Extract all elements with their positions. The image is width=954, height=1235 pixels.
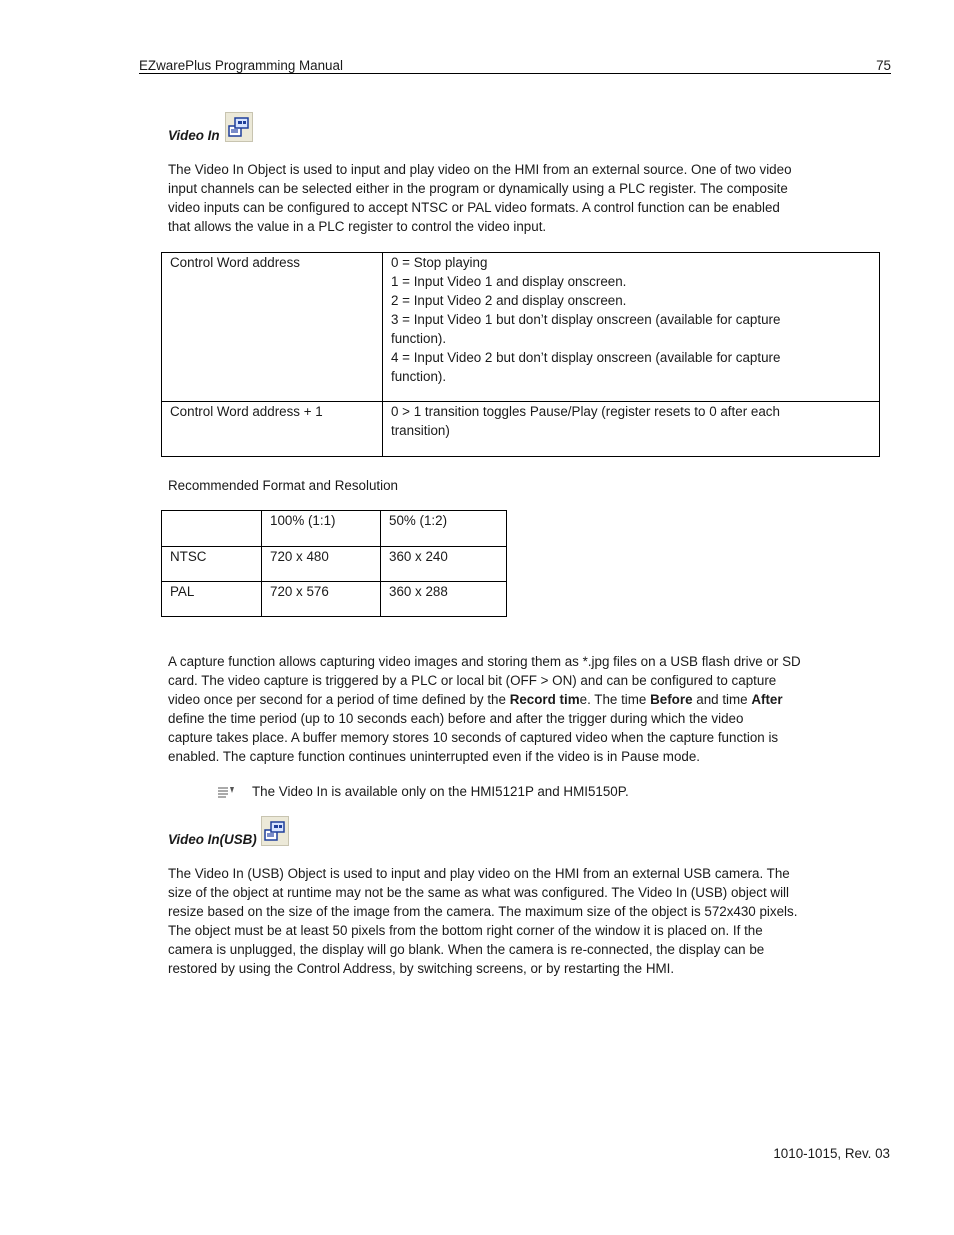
note-icon (216, 785, 236, 799)
table-row (162, 253, 880, 402)
table-cell: 720 x 576 (262, 582, 381, 617)
capture-bold-after: After (751, 692, 783, 707)
table-cell-label: Control Word address (162, 253, 383, 402)
intro-paragraph: The Video In Object is used to input and play video on the HMI from an external source. One of two video input channels can be selected either in the program or dynamically using a PLC register. The composite video inputs can be configured to accept NTSC or PAL video formats. A control function can be enabled that allows the value in a PLC register to control the video input. (168, 162, 792, 234)
table-cell: 720 x 480 (262, 547, 381, 582)
section-heading-video-in: Video In (168, 128, 220, 143)
table-header-cell: 50% (1:2) (381, 511, 507, 547)
usb-paragraph: The Video In (USB) Object is used to input and play video on the HMI from an external USB camera. The size of the object at runtime may not be the same as what was configured. The Video In (USB) object will resize based on the size of the image from the camera. The maximum size of the object is 572x430 pixels. The object must be at least 50 pixels from the bottom right corner of the window it is placed on. If the camera is unplugged, the display will go blank. When the camera is re-connected, the display can be restored by using the Control Address, by switching screens, or by restarting the HMI. (168, 866, 798, 976)
table-row (162, 582, 507, 617)
capture-paragraph (168, 652, 848, 766)
table-cell-label: Control Word address + 1 (162, 402, 383, 457)
capture-bold-record-time: Record tim (509, 692, 580, 707)
footer-doc-number: 1010-1015, Rev. 03 (773, 1146, 890, 1161)
table-cell: 360 x 240 (381, 547, 507, 582)
note-text: The Video In is available only on the HMI5121P and HMI5150P. (252, 784, 629, 799)
table-header-cell (162, 511, 262, 547)
table-cell-value: 0 = Stop playing 1 = Input Video 1 and display onscreen. 2 = Input Video 2 and display onscreen. 3 = Input Video 1 but don’t display onscreen (available for capture function). 4 = Input Video 2 but don’t display onscreen (available for capture function). (383, 253, 880, 402)
page-number: 75 (876, 58, 891, 73)
table-cell: 360 x 288 (381, 582, 507, 617)
capture-text-1: A capture function allows capturing video images and storing them as *.jpg files on a USB flash drive or SD card. The video capture is triggered by a PLC or local bit (OFF > ON) and can be configured to capture video once per second for a period of time defined by the (168, 654, 801, 707)
capture-bold-before: Before (650, 692, 693, 707)
section-heading-video-in-usb: Video In(USB) (168, 832, 257, 847)
table-row (162, 547, 507, 582)
table-cell-value: 0 > 1 transition toggles Pause/Play (register resets to 0 after each transition) (383, 402, 880, 457)
header-title: EZwarePlus Programming Manual (139, 58, 343, 73)
capture-text-3: and time (692, 692, 752, 707)
format-resolution-table (161, 510, 507, 617)
control-word-table (161, 252, 880, 457)
capture-text-4: define the time period (up to 10 seconds each) before and after the trigger during which the video capture takes place. A buffer memory stores 10 seconds of captured video when the capture function is enabled. The capture function continues uninterrupted even if the video is in Pause mode. (168, 711, 779, 764)
header-rule (139, 73, 891, 74)
format-caption: Recommended Format and Resolution (168, 478, 398, 493)
video-in-object-icon (225, 112, 253, 142)
video-in-usb-object-icon (261, 816, 289, 846)
table-header-cell: 100% (1:1) (262, 511, 381, 547)
table-header-row (162, 511, 507, 547)
table-row (162, 402, 880, 457)
table-cell: PAL (162, 582, 262, 617)
table-cell: NTSC (162, 547, 262, 582)
capture-text-2: e. The time (579, 692, 651, 707)
